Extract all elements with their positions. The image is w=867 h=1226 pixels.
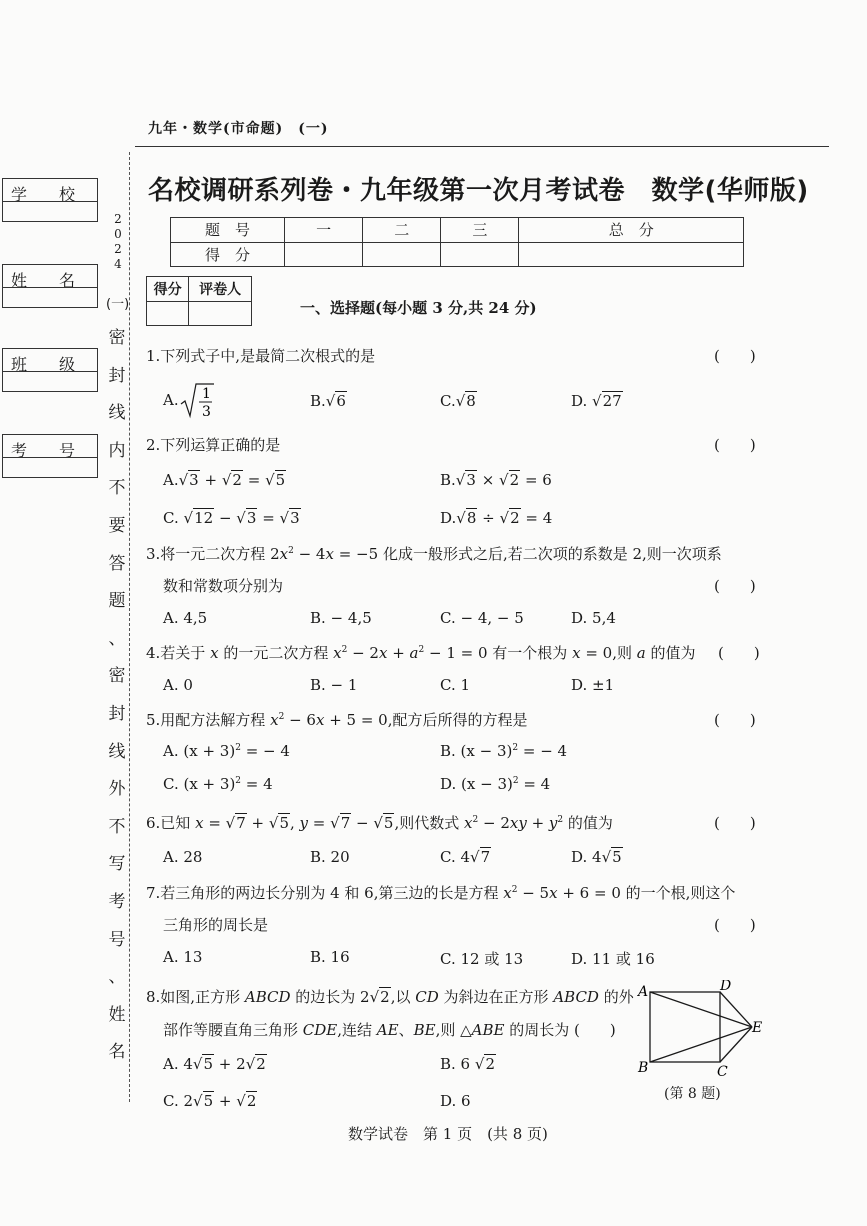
seal-char: (一): [106, 297, 130, 312]
answer-paren-3[interactable]: ( ): [714, 577, 756, 595]
q7-option-d: D. 11 或 16: [571, 950, 655, 968]
seal-char: 号: [108, 929, 126, 950]
score-header-3: 三: [441, 218, 519, 243]
q5-option-a: A. $(x + 3)^2$ = − 4: [163, 742, 290, 760]
q1-option-c: C.√8: [440, 392, 476, 410]
page-footer: 数学试卷 第 1 页 (共 8 页): [348, 1125, 548, 1143]
score-cell-2[interactable]: [363, 242, 441, 267]
q6-option-a: A. 28: [163, 848, 203, 866]
q8-option-b: B. 6 √2: [440, 1055, 495, 1073]
seal-char: 封: [108, 365, 126, 386]
grader-table: [146, 276, 252, 326]
figure-8: [634, 980, 769, 1080]
sqrt-fraction: [179, 382, 215, 420]
school-label: 学 校: [11, 185, 76, 204]
question-2: 2.下列运算正确的是: [146, 436, 281, 454]
answer-paren-7[interactable]: ( ): [714, 916, 756, 934]
seal-char: 、: [108, 628, 126, 649]
name-line: [3, 287, 97, 288]
q5-option-d: D. $(x - 3)^2 = 4$: [440, 775, 551, 793]
seal-char: 考: [108, 891, 126, 912]
q1-option-d: D. √27: [571, 392, 622, 410]
score-header-1: 一: [285, 218, 363, 243]
q7-option-a: A. 13: [163, 948, 203, 966]
answer-paren-2[interactable]: ( ): [714, 436, 756, 454]
q4-option-c: C. 1: [440, 676, 471, 694]
seal-char: 内: [108, 440, 126, 461]
page-title: 名校调研系列卷・九年级第一次月考试卷 数学(华师版): [148, 176, 809, 206]
score-table: [170, 217, 744, 267]
square-abcd: [650, 992, 720, 1062]
label-b: B: [638, 1060, 649, 1076]
question-4: 4.若关于 x 的一元二次方程 $x^2 - 2x + a^2 - 1 = 0$ 有一个根为 x = 0,则 a 的值为: [146, 644, 696, 662]
question-5: 5.用配方法解方程 $x^2 - 6x + 5 = 0$,配方后所得的方程是: [146, 711, 528, 729]
score-cell-total[interactable]: [519, 242, 744, 267]
exam-number-label: 考 号: [11, 441, 76, 460]
seal-char: 、: [108, 967, 126, 988]
seal-char: 外: [108, 779, 126, 800]
question-6: 6.已知 x = √7 + √5, y = √7 − √5,则代数式 $x^2 - 2xy + y^2$ 的值为: [146, 814, 613, 832]
label-c: C: [717, 1064, 728, 1080]
q8-option-a: A. 4√5 + 2√2: [163, 1055, 266, 1073]
question-8-line2: 部作等腰直角三角形 CDE,连结 AE、BE,则 △ABE 的周长为 ( ): [163, 1021, 616, 1039]
grader-name-cell[interactable]: [189, 301, 252, 326]
grader-score-cell[interactable]: [147, 301, 189, 326]
section-title: 一、选择题(每小题 3 分,共 24 分): [300, 299, 537, 317]
q8-option-d: D. 6: [440, 1092, 471, 1110]
seal-notice-vertical: [106, 290, 128, 1072]
class-line: [3, 371, 97, 372]
fraction-numerator: 1: [201, 386, 211, 402]
q7-option-b: B. 16: [310, 948, 350, 966]
seal-char: 姓: [108, 1004, 126, 1025]
seal-char: 写: [108, 854, 126, 875]
q1-option-a: A. 1 3: [163, 382, 215, 420]
q4-option-a: A. 0: [163, 676, 193, 694]
q3-option-d: D. 5,4: [571, 609, 616, 627]
exam-number-field[interactable]: [2, 434, 98, 478]
year-digit: 0: [114, 227, 122, 241]
label-d: D: [720, 980, 732, 994]
q1-option-b: B.√6: [310, 392, 346, 410]
school-field[interactable]: [2, 178, 98, 222]
question-1: 1.下列式子中,是最简二次根式的是: [146, 347, 376, 365]
exam-number-line: [3, 457, 97, 458]
grader-name-label: 评卷人: [189, 277, 252, 302]
score-cell-1[interactable]: [285, 242, 363, 267]
answer-paren-6[interactable]: ( ): [714, 814, 756, 832]
label-a: A: [638, 984, 649, 1000]
score-header-total: 总 分: [519, 218, 744, 243]
q5-option-b: B. $(x - 3)^2$ = − 4: [440, 742, 568, 760]
score-row-label: 得 分: [171, 242, 285, 267]
year-digit: 2: [114, 242, 122, 256]
class-label: 班 级: [11, 355, 76, 374]
year-digit: 2: [114, 212, 122, 226]
q2-option-a: A.√3 + √2 = √5: [163, 471, 286, 489]
question-3: 3.将一元二次方程 $2x^2 - 4x = -5$ 化成一般形式之后,若二次项的系数是 2,则一次项系: [146, 545, 722, 563]
q4-option-d: D. ±1: [571, 676, 615, 694]
seal-char: 密: [108, 328, 126, 348]
q6-option-c: C. 4√7: [440, 848, 491, 866]
school-line: [3, 201, 97, 202]
answer-paren-4[interactable]: ( ): [718, 644, 760, 662]
seal-char: 不: [108, 478, 126, 499]
label-e: E: [752, 1020, 763, 1036]
q2-option-c: C. √12 − √3 = √3: [163, 509, 300, 527]
fraction-denominator: 3: [201, 404, 211, 420]
q8-option-c: C. 2√5 + √2: [163, 1092, 257, 1110]
seal-char: 线: [108, 403, 126, 424]
year-vertical: [111, 212, 125, 272]
seal-char: 不: [108, 816, 126, 837]
year-digit: 4: [114, 257, 122, 271]
question-7: 7.若三角形的两边长分别为 4 和 6,第三边的长是方程 $x^2 - 5x + 6 = 0$ 的一个根,则这个: [146, 884, 736, 902]
question-8: 8.如图,正方形 ABCD 的边长为 2√2,以 CD 为斜边在正方形 ABCD 的外: [146, 988, 634, 1006]
answer-paren-1[interactable]: ( ): [714, 347, 756, 365]
question-7-line2: 三角形的周长是: [163, 916, 269, 934]
question-3-line2: 数和常数项分别为: [163, 577, 284, 595]
seal-char: 名: [108, 1042, 126, 1063]
q6-option-d: D. 4√5: [571, 848, 622, 866]
figure-caption: (第 8 题): [664, 1086, 721, 1102]
seal-char: 密: [108, 666, 126, 687]
q4-option-b: B. − 1: [310, 676, 358, 694]
seal-char: 封: [108, 703, 126, 724]
header-rule: [135, 146, 829, 147]
running-header: 九年・数学(市命题) (一): [148, 121, 329, 137]
q3-option-c: C. − 4, − 5: [440, 609, 524, 627]
q7-option-c: C. 12 或 13: [440, 950, 524, 968]
name-label: 姓 名: [11, 271, 76, 290]
q6-option-b: B. 20: [310, 848, 350, 866]
seal-char: 要: [108, 515, 126, 536]
name-field[interactable]: [2, 264, 98, 308]
answer-paren-5[interactable]: ( ): [714, 711, 756, 729]
q2-option-b: B.√3 × √2 = 6: [440, 471, 552, 489]
score-cell-3[interactable]: [441, 242, 519, 267]
score-header-label: 题 号: [171, 218, 285, 243]
q3-option-b: B. − 4,5: [310, 609, 372, 627]
seal-char: 线: [108, 741, 126, 762]
seal-char: 题: [108, 591, 126, 612]
seal-char: 答: [108, 553, 126, 574]
class-field[interactable]: [2, 348, 98, 392]
score-header-2: 二: [363, 218, 441, 243]
grader-score-label: 得分: [147, 277, 189, 302]
seal-line: [129, 152, 130, 1102]
q5-option-c: C. $(x + 3)^2 = 4$: [163, 775, 273, 793]
q2-option-d: D.√8 ÷ √2 = 4: [440, 509, 553, 527]
q3-option-a: A. 4,5: [163, 609, 208, 627]
